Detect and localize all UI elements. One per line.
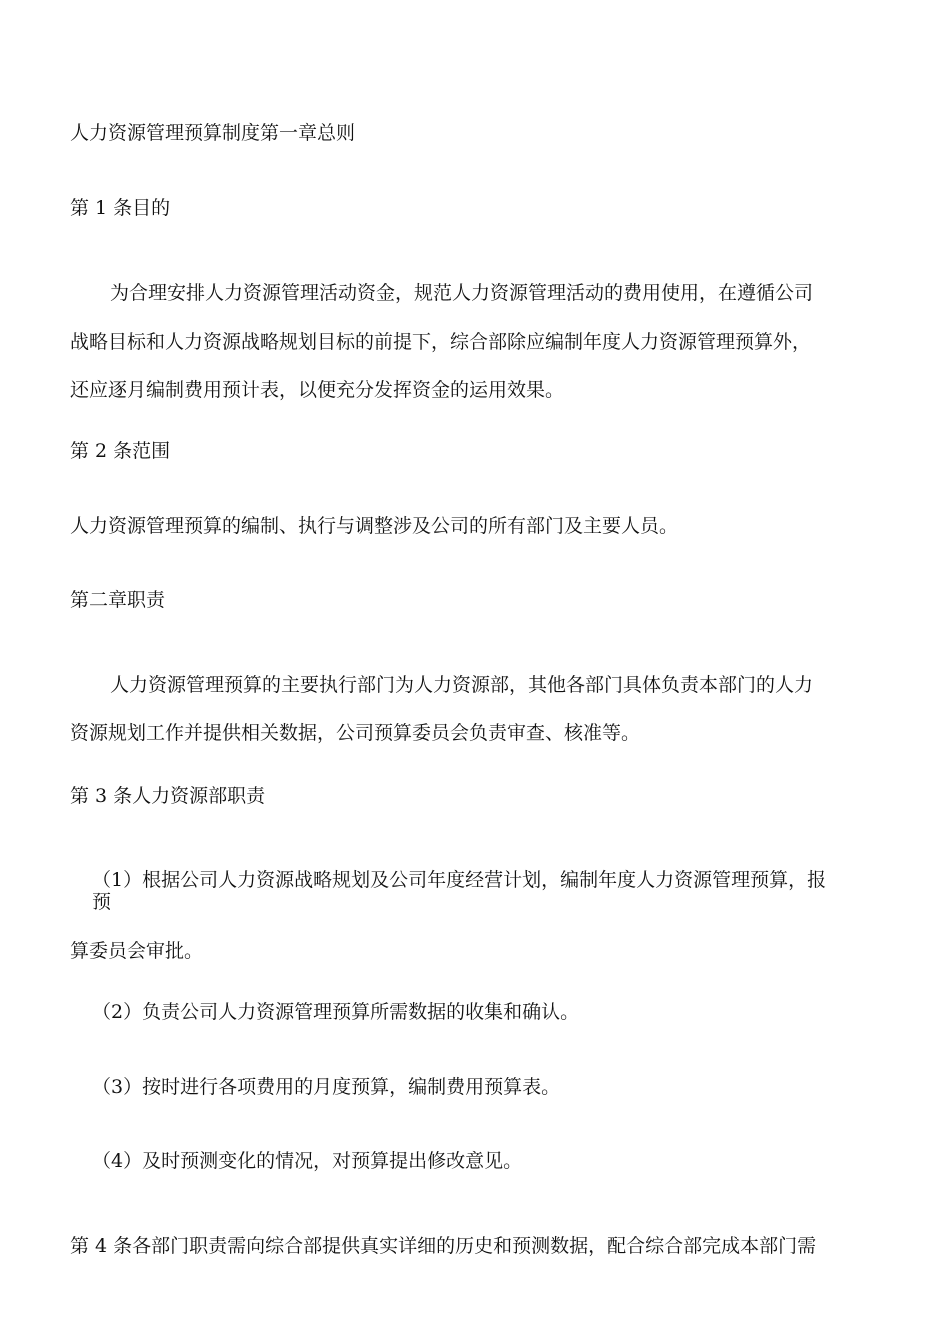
article-1-paragraph-line-2: 战略目标和人力资源战略规划目标的前提下，综合部除应编制年度人力资源管理预算外， bbox=[70, 331, 812, 353]
article-3-item-3: （3）按时进行各项费用的月度预算，编制费用预算表。 bbox=[92, 1076, 561, 1098]
article-1-paragraph-line-1: 为合理安排人力资源管理活动资金，规范人力资源管理活动的费用使用，在遵循公司 bbox=[110, 282, 814, 304]
article-3-item-4: （4）及时预测变化的情况，对预算提出修改意见。 bbox=[92, 1150, 523, 1172]
article-3-item-1-line-2: 预 bbox=[92, 891, 112, 913]
article-4-line-1: 第 4 条各部门职责需向综合部提供真实详细的历史和预测数据，配合综合部完成本部门需 bbox=[70, 1235, 817, 1257]
chapter-2-paragraph-line-1: 人力资源管理预算的主要执行部门为人力资源部，其他各部门具体负责本部门的人力 bbox=[110, 674, 814, 696]
article-3-item-2: （2）负责公司人力资源管理预算所需数据的收集和确认。 bbox=[92, 1001, 580, 1023]
article-1-heading: 第 1 条目的 bbox=[70, 197, 171, 219]
chapter-2-heading: 第二章职责 bbox=[70, 589, 166, 611]
article-1-paragraph-line-3: 还应逐月编制费用预计表，以便充分发挥资金的运用效果。 bbox=[70, 379, 565, 401]
document-title: 人力资源管理预算制度第一章总则 bbox=[70, 122, 356, 144]
article-2-heading: 第 2 条范围 bbox=[70, 440, 171, 462]
article-3-item-1-line-3: 算委员会审批。 bbox=[70, 940, 204, 962]
article-2-text: 人力资源管理预算的编制、执行与调整涉及公司的所有部门及主要人员。 bbox=[70, 515, 679, 537]
article-3-heading: 第 3 条人力资源部职责 bbox=[70, 785, 266, 807]
article-3-item-1-line-1: （1）根据公司人力资源战略规划及公司年度经营计划，编制年度人力资源管理预算，报 bbox=[92, 869, 827, 891]
chapter-2-paragraph-line-2: 资源规划工作并提供相关数据，公司预算委员会负责审查、核准等。 bbox=[70, 722, 641, 744]
